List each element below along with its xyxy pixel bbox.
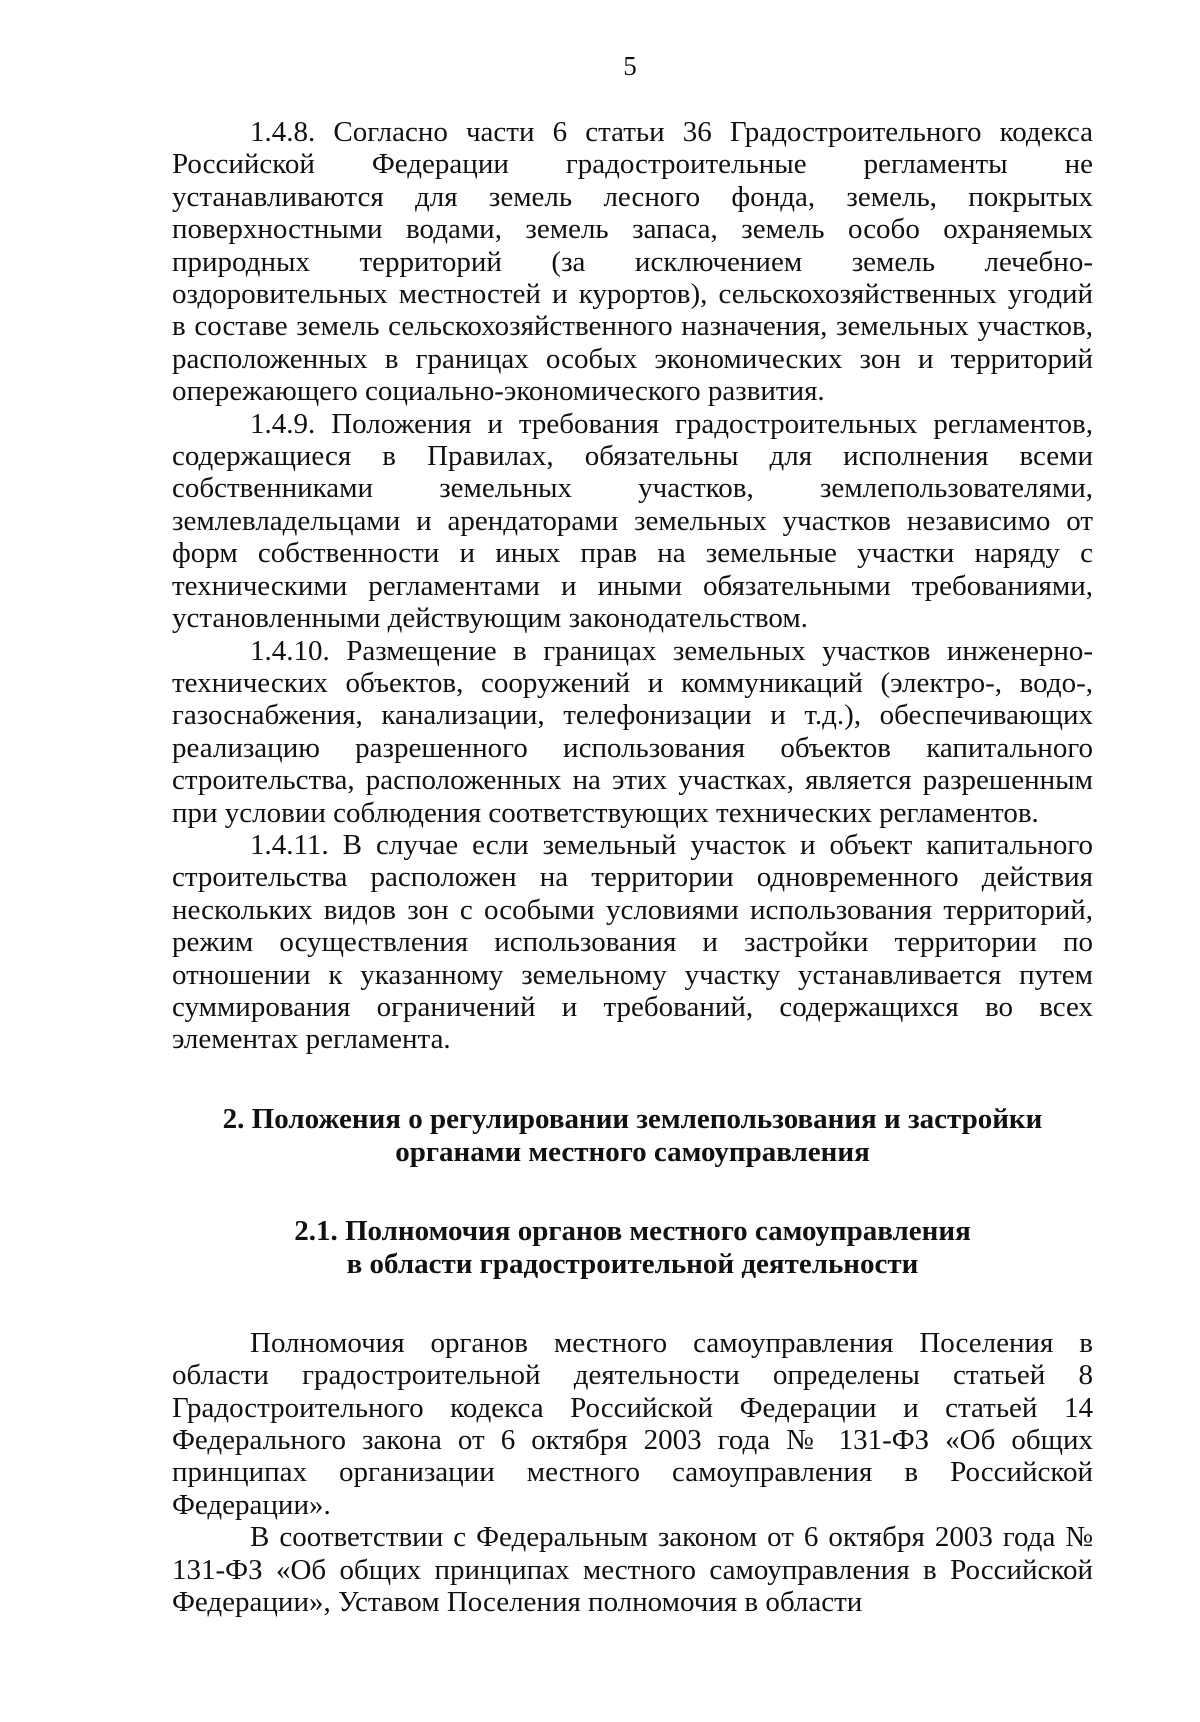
- section-2-1-heading: [172, 1215, 1093, 1281]
- document-body: [172, 116, 1093, 1618]
- paragraph-1-4-11: 1.4.11. В случае если земельный участок и объект капитального строительства расположен на территории одновременного действия нескольких видов зон с особыми условиями использования территорий, режим осуществления использования и застройки территории по отношении к указанному земельному участку устанавливается путем суммирования ограничений и требований, содержащихся во всех элементах регламента.: [172, 828, 1093, 1056]
- paragraph-1-4-9: 1.4.9. Положения и требования градостроительных регламентов, содержащиеся в Правилах, обязательны для исполнения всеми собственниками земельных участков, землепользователями, землевладельцами и арендаторами земельных участков независимо от форм собственности и иных прав на земельные участки наряду с техническими регламентами и иными обязательными требованиями, установленными действующим законодательством.: [172, 407, 1093, 635]
- section-2-1-heading-line1: 2.1. Полномочия органов местного самоуправления: [294, 1214, 971, 1247]
- section-2-heading-line2: органами местного самоуправления: [395, 1135, 870, 1168]
- paragraph-powers-continued: В соответствии с Федеральным законом от 6 октября 2003 года № 131-ФЗ «Об общих принципах местного самоуправления в Российской Федерации», Уставом Поселения полномочия в области: [172, 1521, 1093, 1619]
- page-number: 5: [623, 51, 637, 81]
- section-2-1-heading-line2: в области градостроительной деятельности: [346, 1247, 919, 1280]
- paragraph-1-4-8: 1.4.8. Согласно части 6 статьи 36 Градостроительного кодекса Российской Федерации градостроительные регламенты не устанавливаются для земель лесного фонда, земель, покрытых поверхностными водами, земель запаса, земель особо охраняемых природных территорий (за исключением земель лечебно-оздоровительных местностей и курортов), сельскохозяйственных угодий в составе земель сельскохозяйственного назначения, земельных участков, расположенных в границах особых экономических зон и территорий опережающего социально-экономического развития.: [172, 116, 1093, 408]
- section-2-heading-line1: 2. Положения о регулировании землепользования и застройки: [222, 1102, 1043, 1135]
- section-2-heading: [172, 1103, 1093, 1169]
- paragraph-1-4-10: 1.4.10. Размещение в границах земельных участков инженерно-технических объектов, сооружений и коммуникаций (электро-, водо-, газоснабжения, канализации, телефонизации и т.д.), обеспечивающих реализацию разрешенного использования объектов капитального строительства, расположенных на этих участках, является разрешенным при условии соблюдения соответствующих технических регламентов.: [172, 634, 1093, 829]
- paragraph-powers-intro: Полномочия органов местного самоуправления Поселения в области градостроительной деятельности определены статьей 8 Градостроительного кодекса Российской Федерации и статьей 14 Федерального закона от 6 октября 2003 года № 131-ФЗ «Об общих принципах организации местного самоуправления в Российской Федерации».: [172, 1326, 1093, 1521]
